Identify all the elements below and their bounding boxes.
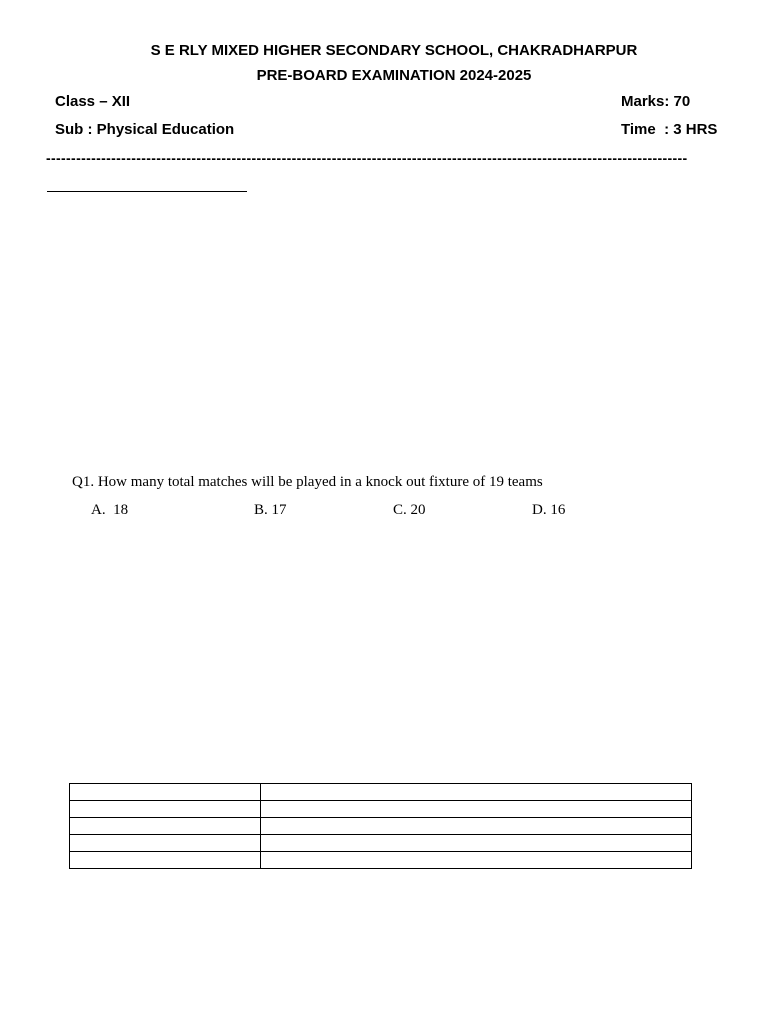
table-cell <box>70 801 261 818</box>
option-c: C. 20 <box>393 502 426 518</box>
table-cell <box>261 852 692 869</box>
empty-grid-table <box>69 783 692 869</box>
marks-label: Marks: 70 <box>621 93 691 110</box>
subject-label: Sub : Physical Education <box>55 121 235 138</box>
table-cell <box>70 818 261 835</box>
table-row <box>70 835 692 852</box>
table-cell <box>70 852 261 869</box>
option-d: D. 16 <box>532 502 566 518</box>
table-row <box>70 852 692 869</box>
header-separator: -------------------------------------------------------------------------------------------------------------------------------- <box>46 150 688 166</box>
table-cell <box>261 835 692 852</box>
table-cell <box>70 835 261 852</box>
table-row <box>70 801 692 818</box>
option-b: B. 17 <box>254 502 287 518</box>
class-label: Class – XII <box>55 93 131 110</box>
table-cell <box>261 818 692 835</box>
option-a: A. 18 <box>91 502 129 518</box>
time-label: Time : 3 HRS <box>621 121 718 138</box>
exam-title: PRE-BOARD EXAMINATION 2024-2025 <box>256 67 532 84</box>
short-divider <box>47 191 247 192</box>
table-row <box>70 784 692 801</box>
table-cell <box>261 784 692 801</box>
school-name: S E RLY MIXED HIGHER SECONDARY SCHOOL, CHAKRADHARPUR <box>150 42 638 59</box>
table-row <box>70 818 692 835</box>
question-text: Q1. How many total matches will be played in a knock out fixture of 19 teams <box>72 474 543 490</box>
table-cell <box>70 784 261 801</box>
table-cell <box>261 801 692 818</box>
